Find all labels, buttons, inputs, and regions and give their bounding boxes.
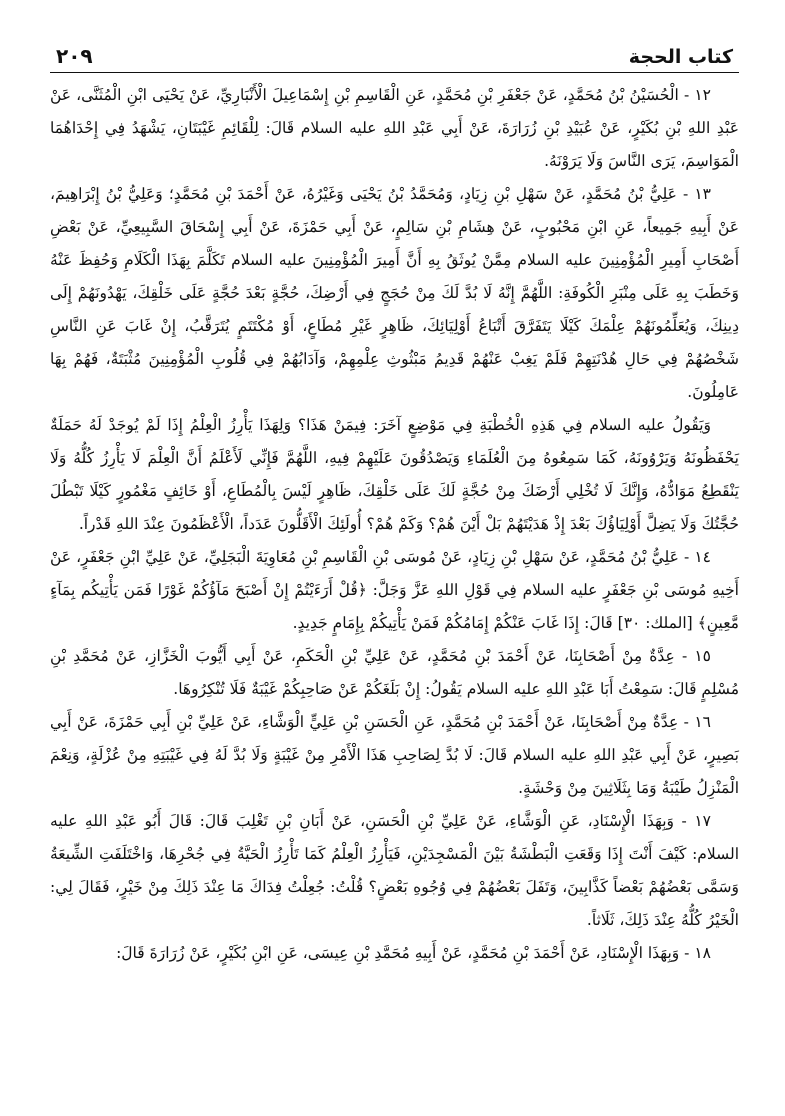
hadith-17: ١٧ - وَبِهَذَا الْإِسْنَادِ، عَنِ الْوَشَّاءِ، عَنْ عَلِيِّ بْنِ الْحَسَنِ، عَنْ أَبَانِ بْنِ تَغْلِبَ قَالَ: قَالَ أَبُو عَبْدِ اللهِ عليه السلام: كَيْفَ أَنْتَ إِذَا وَقَعَتِ الْبَطْشَةُ بَيْنَ الْمَسْجِدَيْنِ، فَيَأْرِزُ الْعِلْمُ كَمَا تَأْرِزُ الْحَيَّةُ فِي جُحْرِهَا، وَاخْتَلَفَتِ الشِّيعَةُ وَسَمَّى بَعْضُهُمْ بَعْضاً كَذَّابِينَ، وَتَفَلَ بَعْضُهُمْ فِي وُجُوهِ بَعْضٍ؟ قُلْتُ: جُعِلْتُ فِدَاكَ مَا عِنْدَ ذَلِكَ مِنْ خَيْرٍ، فَقَالَ لِي: الْخَيْرُ كُلُّهُ عِنْدَ ذَلِكَ، ثَلَاثاً. — [50, 812, 739, 929]
hadith-14: ١٤ - عَلِيُّ بْنُ مُحَمَّدٍ، عَنْ سَهْلِ بْنِ زِيَادٍ، عَنْ مُوسَى بْنِ الْقَاسِمِ بْنِ مُعَاوِيَةَ الْبَجَلِيِّ، عَنْ عَلِيِّ ابْنِ جَعْفَرٍ، عَنْ أَخِيهِ مُوسَى بْنِ جَعْفَرٍ عليه السلام فِي قَوْلِ اللهِ عَزَّ وَجَلَّ: ﴿قُلْ أَرَءَيْتُمْ إِنْ أَصْبَحَ مَآؤُكُمْ غَوْرًا فَمَن يَأْتِيكُم بِمَآءٍ مَّعِينٍ﴾ [الملك: ٣٠] قَالَ: إِذَا غَابَ عَنْكُمْ إِمَامُكُمْ فَمَنْ يَأْتِيكُمْ بِإِمَامٍ جَدِيدٍ. — [50, 548, 739, 632]
hadith-12: ١٢ - الْحُسَيْنُ بْنُ مُحَمَّدٍ، عَنْ جَعْفَرِ بْنِ مُحَمَّدٍ، عَنِ الْقَاسِمِ بْنِ إِسْمَاعِيلَ الْأَنْبَارِيِّ، عَنْ يَحْيَى ابْنِ الْمُثَنَّى، عَنْ عَبْدِ اللهِ بْنِ بُكَيْرٍ، عَنْ عُبَيْدِ بْنِ زُرَارَةَ، عَنْ أَبِي عَبْدِ اللهِ عليه السلام قَالَ: لِلْقَائِمِ غَيْبَتَانِ، يَشْهَدُ فِي إِحْدَاهُمَا الْمَوَاسِمَ، يَرَى النَّاسَ وَلَا يَرَوْنَهُ. — [50, 86, 739, 170]
running-title: كتاب الحجة — [628, 46, 733, 68]
hadith-13: ١٣ - عَلِيُّ بْنُ مُحَمَّدٍ، عَنْ سَهْلِ بْنِ زِيَادٍ، وَمُحَمَّدُ بْنُ يَحْيَى وَغَيْرُهُ، عَنْ أَحْمَدَ بْنِ مُحَمَّدٍ؛ وَعَلِيُّ بْنُ إِبْرَاهِيمَ، عَنْ أَبِيهِ جَمِيعاً، عَنِ ابْنِ مَحْبُوبٍ، عَنْ هِشَامِ بْنِ سَالِمٍ، عَنْ أَبِي حَمْزَةَ، عَنْ أَبِي إِسْحَاقَ السَّبِيعِيِّ، عَنْ بَعْضِ أَصْحَابِ أَمِيرِ الْمُؤْمِنِينَ عليه السلام مِمَّنْ يُوثَقُ بِهِ أَنَّ أَمِيرَ الْمُؤْمِنِينَ عليه السلام تَكَلَّمَ بِهَذَا الْكَلَامِ وَحُفِظَ عَنْهُ وَخَطَبَ بِهِ عَلَى مِنْبَرِ الْكُوفَةِ: اللَّهُمَّ إِنَّهُ لَا بُدَّ لَكَ مِنْ حُجَجٍ فِي أَرْضِكَ، حُجَّةٍ بَعْدَ حُجَّةٍ عَلَى خَلْقِكَ، يَهْدُونَهُمْ إِلَى دِينِكَ، وَيُعَلِّمُونَهُمْ عِلْمَكَ كَيْلَا يَتَفَرَّقَ أَتْبَاعُ أَوْلِيَائِكَ، ظَاهِرٍ غَيْرِ مُطَاعٍ، أَوْ مُكْتَتَمٍ يُتَرَقَّبُ، إِنْ غَابَ عَنِ النَّاسِ شَخْصُهُمْ فِي حَالِ هُدْنَتِهِمْ فَلَمْ يَغِبْ عَنْهُمْ قَدِيمُ مَبْثُوثِ عِلْمِهِمْ، وَآدَابُهُمْ فِي قُلُوبِ الْمُؤْمِنِينَ مُثْبَتَةٌ، فَهُمْ بِهَا عَامِلُونَ. — [50, 185, 739, 401]
page-body — [50, 79, 739, 970]
hadith-18: ١٨ - وَبِهَذَا الْإِسْنَادِ، عَنْ أَحْمَدَ بْنِ مُحَمَّدٍ، عَنْ أَبِيهِ مُحَمَّدِ بْنِ عِيسَى، عَنِ ابْنِ بُكَيْرٍ، عَنْ زُرَارَةَ قَالَ: — [116, 944, 711, 962]
hadith-15: ١٥ - عِدَّةٌ مِنْ أَصْحَابِنَا، عَنْ أَحْمَدَ بْنِ مُحَمَّدٍ، عَنْ عَلِيِّ بْنِ الْحَكَمِ، عَنْ أَبِي أَيُّوبَ الْخَزَّازِ، عَنْ مُحَمَّدِ بْنِ مُسْلِمٍ قَالَ: سَمِعْتُ أَبَا عَبْدِ اللهِ عليه السلام يَقُولُ: إِنْ بَلَغَكُمْ عَنْ صَاحِبِكُمْ غَيْبَةٌ فَلَا تُنْكِرُوهَا. — [50, 647, 739, 698]
page-header — [50, 38, 739, 73]
hadith-16: ١٦ - عِدَّةٌ مِنْ أَصْحَابِنَا، عَنْ أَحْمَدَ بْنِ مُحَمَّدٍ، عَنِ الْحَسَنِ بْنِ عَلِيٍّ الْوَشَّاءِ، عَنْ عَلِيِّ بْنِ أَبِي حَمْزَةَ، عَنْ أَبِي بَصِيرٍ، عَنْ أَبِي عَبْدِ اللهِ عليه السلام قَالَ: لَا بُدَّ لِصَاحِبِ هَذَا الْأَمْرِ مِنْ غَيْبَةٍ وَلَا بُدَّ لَهُ فِي غَيْبَتِهِ مِنْ عُزْلَةٍ، وَنِعْمَ الْمَنْزِلُ طَيْبَةُ وَمَا بِثَلَاثِينَ مِنْ وَحْشَةٍ. — [50, 713, 739, 797]
page-number: ٢٠٩ — [56, 44, 93, 68]
hadith-13-continuation: وَيَقُولُ عليه السلام فِي هَذِهِ الْخُطْبَةِ فِي مَوْضِعٍ آخَرَ: فِيمَنْ هَذَا؟ وَلِهَذَا يَأْرِزُ الْعِلْمُ إِذَا لَمْ يُوجَدْ لَهُ حَمَلَةٌ يَحْفَظُونَهُ وَيَرْوُونَهُ، كَمَا سَمِعُوهُ مِنَ الْعُلَمَاءِ وَيَصْدُقُونَ عَلَيْهِمْ فِيهِ، اللَّهُمَّ فَإِنِّي لَأَعْلَمُ أَنَّ الْعِلْمَ لَا يَأْرِزُ كُلُّهُ وَلَا يَنْقَطِعُ مَوَادُّهُ، وَإِنَّكَ لَا تُخْلِي أَرْضَكَ مِنْ حُجَّةٍ لَكَ عَلَى خَلْقِكَ، ظَاهِرٍ لَيْسَ بِالْمُطَاعِ، أَوْ خَائِفٍ مَغْمُورٍ كَيْلَا تَبْطُلَ حُجَّتُكَ وَلَا يَضِلَّ أَوْلِيَاؤُكَ بَعْدَ إِذْ هَدَيْتَهُمْ بَلْ أَيْنَ هُمْ؟ وَكَمْ هُمْ؟ أُولَئِكَ الْأَقَلُّونَ عَدَداً، الْأَعْظَمُونَ عِنْدَ اللهِ قَدْراً. — [50, 416, 739, 533]
